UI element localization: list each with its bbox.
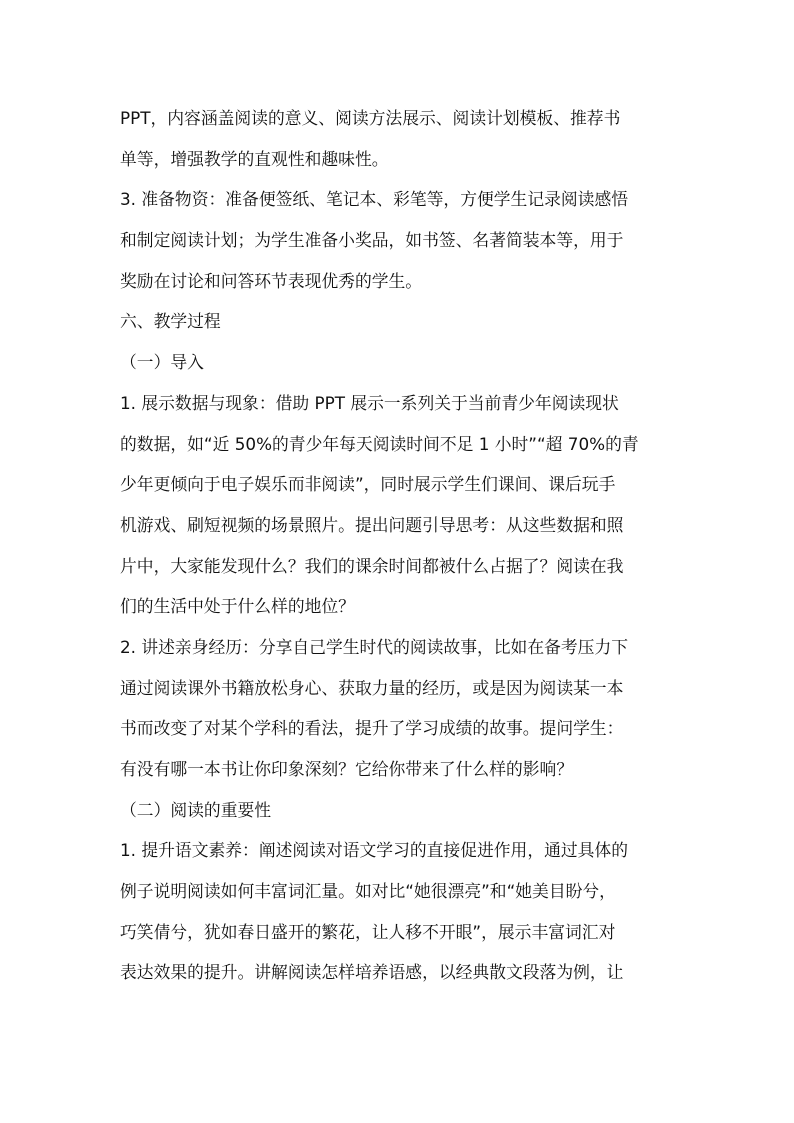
text-line: 1. 提升语文素养：阐述阅读对语文学习的直接促进作用，通过具体的 — [120, 840, 629, 861]
text-line: 1. 展示数据与现象：借助 PPT 展示一系列关于当前青少年阅读现状 — [120, 392, 619, 413]
text-line: PPT，内容涵盖阅读的意义、阅读方法展示、阅读计划模板、推荐书 — [120, 108, 621, 128]
text-line: 单等，增强教学的直观性和趣味性。 — [120, 148, 389, 169]
subsection-heading: （一）导入 — [120, 352, 204, 373]
text-line: 表达效果的提升。讲解阅读怎样培养语感，以经典散文段落为例，让 — [120, 962, 624, 983]
text-line: 和制定阅读计划；为学生准备小奖品，如书签、名著简装本等，用于 — [120, 230, 624, 251]
document-body — [120, 98, 676, 993]
text-line: 们的生活中处于什么样的地位？ — [120, 596, 355, 617]
text-line: 少年更倾向于电子娱乐而非阅读”，同时展示学生们课间、课后玩手 — [120, 474, 616, 495]
text-line: 的数据，如“近 50%的青少年每天阅读时间不足 1 小时”“超 70%的青 — [120, 433, 639, 454]
text-line: 2. 讲述亲身经历：分享自己学生时代的阅读故事，比如在备考压力下 — [120, 636, 629, 657]
text-line: 书而改变了对某个学科的看法，提升了学习成绩的故事。提问学生： — [120, 718, 624, 739]
text-line: 机游戏、刷短视频的场景照片。提出问题引导思考：从这些数据和照 — [120, 514, 624, 535]
section-heading: 六、教学过程 — [120, 311, 221, 332]
text-line: 有没有哪一本书让你印象深刻？它给你带来了什么样的影响？ — [120, 759, 574, 779]
text-line: 通过阅读课外书籍放松身心、获取力量的经历，或是因为阅读某一本 — [120, 677, 624, 698]
subsection-heading: （二）阅读的重要性 — [120, 799, 272, 820]
text-line: 片中，大家能发现什么？我们的课余时间都被什么占据了？阅读在我 — [120, 555, 624, 576]
text-line: 例子说明阅读如何丰富词汇量。如对比“她很漂亮”和“她美目盼兮， — [120, 881, 616, 902]
text-line: 3. 准备物资：准备便签纸、笔记本、彩笔等，方便学生记录阅读感悟 — [120, 189, 629, 210]
text-line: 奖励在讨论和问答环节表现优秀的学生。 — [120, 270, 423, 291]
text-line: 巧笑倩兮，犹如春日盛开的繁花，让人移不开眼”，展示丰富词汇对 — [120, 921, 616, 942]
